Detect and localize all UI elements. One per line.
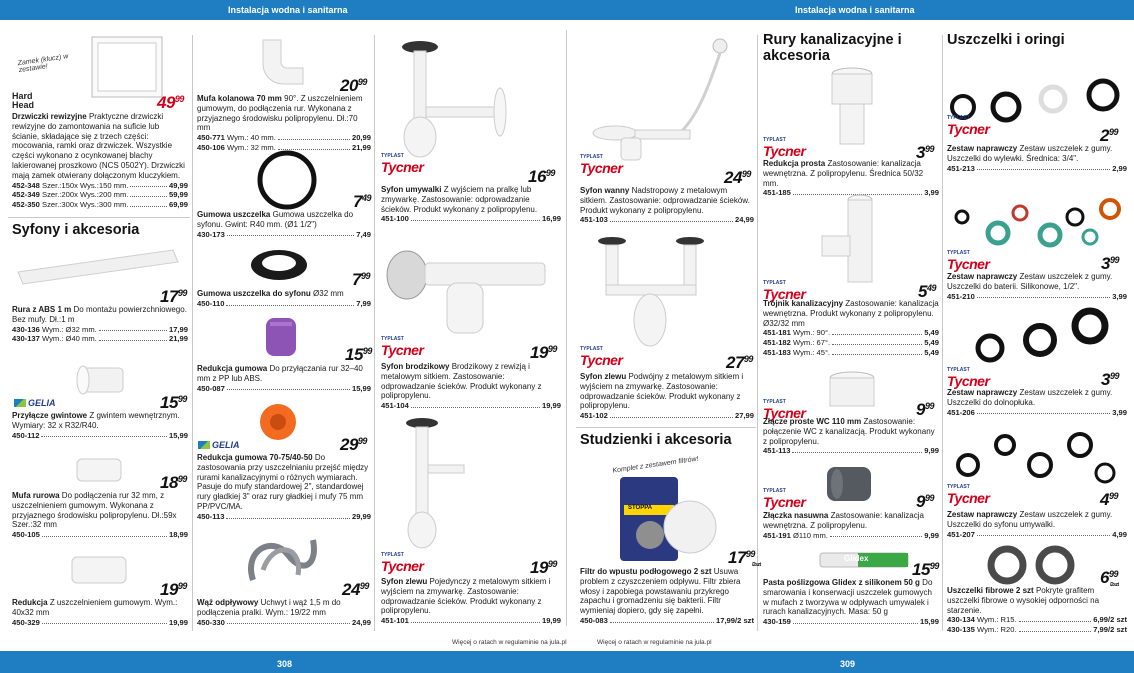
kitchen-siphon-image [400, 415, 470, 555]
footer-bar [0, 651, 1134, 673]
product-syfon-brodzikowy: Syfon brodzikowy Brodzikowy z rewizją i metalowym sitkiem. Zastosowanie: odprowadzanie ścieków. Produkt wykonany z polipropylenu. 451-104 19,99 [381, 362, 561, 411]
installment-note-right: Więcej o ratach w regulaminie na jula.pl [597, 639, 712, 646]
product-redukcja-gumowa: Redukcja gumowa Do przyłączania rur 32–40 mm z PP lub ABS. 450-087 15,99 [197, 364, 371, 393]
purple-reducer-image [258, 316, 308, 358]
section-divider [8, 217, 190, 218]
price-mufa-rurowa: $18^{99}$ [160, 473, 187, 492]
price-zestaw2: $3^{99}$ [1101, 254, 1119, 273]
tycner-logo: TYPLAST Tycner [580, 154, 623, 176]
faucet-gasket-set-image [950, 185, 1125, 245]
section-title-uszczelki: Uszczelki i oringi [947, 32, 1065, 48]
price-redukcja70: $29^{99}$ [340, 435, 367, 454]
price-drzwiczki: $49^{99}$ [157, 93, 184, 112]
package-label: Glidex [844, 554, 869, 563]
tycner-logo: TYPLAST Tycner [763, 399, 806, 421]
fiber-gasket-image [985, 545, 1080, 585]
product-zestaw2: Zestaw naprawczy Zestaw uszczelek z gumy. Uszczelki do baterii. Silikonowe, 1/2". 451-210 3,99 [947, 272, 1127, 301]
tycner-logo: TYPLAST Tycner [580, 346, 623, 368]
product-zestaw1: Zestaw naprawczy Zestaw uszczelek z gumy. Uszczelki do wylewki. Średnica: 3/4". 451-213 2,99 [947, 144, 1127, 173]
section-title-syfony: Syfony i akcesoria [12, 222, 140, 238]
section-title-studzienki: Studzienki i akcesoria [580, 432, 732, 448]
product-filtr: Filtr do wpustu podłogowego 2 szt Usuwa problem z czyszczeniem odpływu. Filtr zbiera włosy i zapobiega powstawaniu przykrego zapachu i gromadzeniu się bakterii. Filtr wymieniaj dopiero, gdy się zapełni. 450-083 17,99/2 szt [580, 567, 754, 625]
hardhead-logo: Hard Head [12, 91, 35, 110]
tycner-logo: TYPLAST Tycner [763, 488, 806, 510]
abs-pipe-image [18, 250, 183, 286]
straight-reducer-image [828, 66, 876, 146]
page-gutter [566, 30, 567, 626]
handwritten-note: Komplet z zestawem filtrów! [612, 455, 699, 475]
bath-siphon-image [585, 38, 735, 163]
product-syfon-wanny: Syfon wanny Nadstropowy z metalowym sitkiem. Zastosowanie: odprowadzanie ścieków. Produkt wykonany z polipropylenu. 451-103 24,99 [580, 186, 754, 225]
product-zestaw4: Zestaw naprawczy Zestaw uszczelek z gumy. Uszczelki do syfonu umywalki. 451-207 4,99 [947, 510, 1127, 539]
price-syfon-umywalki: $16^{99}$ [528, 167, 555, 186]
product-trojnik: Trójnik kanalizacyjny Zastosowanie: kanalizacja wewnętrzna. Produkt wykonany z polipropylenu. Ø32/32 mm 451-181 Wym.: 90°. 5,49 451-182 Wym.: 67°. 5,49 451-183 Wym.: 45°. 5,49 [763, 299, 939, 357]
page-number-left: 308 [277, 659, 293, 669]
tycner-logo: TYPLAST Tycner [381, 336, 424, 358]
pipe-coupling-image [75, 455, 125, 485]
section-divider [576, 427, 756, 428]
price-trojnik: $5^{49}$ [918, 282, 936, 301]
price-gumowa2: $7^{99}$ [352, 270, 370, 289]
product-redukcja70: Redukcja gumowa 70-75/40-50 Do zastosowania przy uszczelnianiu przejść między rurami kanalizacyjnymi o różnych wymiarach. Pasuje do mufy standardowej 2", standardowej rury gładkiej 3" oraz rury gładkiej i mufy 75 mm PP/PVC/MA. 450-113 29,99 [197, 453, 371, 521]
product-pasta: Pasta poślizgowa Glidex z silikonem 50 g Do smarowania i konserwacji uszczelek gumowych w mufach z tworzywa w odpływach umywalek i rurach kanalizacyjnych. Masa: 50 g 430-159 15,99 [763, 578, 939, 627]
product-rura: Rura z ABS 1 m Do montażu powierzchniowego. Bez mufy. Dł.:1 m 430-136 Wym.: Ø32 mm. 17,99 430-137 Wym.: Ø40 mm. 21,99 [12, 305, 188, 344]
tycner-logo: TYPLAST Tycner [763, 280, 806, 302]
price-zlaczka: $9^{99}$ [916, 492, 934, 511]
price-zestaw3: $3^{99}$ [1101, 370, 1119, 389]
price-syfon-zlewu1: $19^{99}$ [530, 558, 557, 577]
tycner-logo: TYPLAST Tycner [947, 484, 990, 506]
price-waz: $24^{99}$ [342, 580, 369, 599]
header-bar [0, 0, 1134, 20]
product-mufa-rurowa: Mufa rurowa Do podłączenia rur 32 mm, z uszczelnieniem gumowym. Wykonana z przyjaznego środowisku polipropylenu. Dł.:59x Szer.:32 mm 450-105 18,99 [12, 491, 188, 540]
product-syfon-umywalki: Syfon umywalki Z wyjściem na pralkę lub zmywarkę. Zastosowanie: odprowadzanie ścieków. Produkt wykonany z polipropylenu. 451-100 16,99 [381, 185, 561, 224]
product-syfon-zlewu2: Syfon zlewu Podwójny z metalowym sitkiem i wyjściem na zmywarkę. Zastosowanie: odprowadzanie ścieków. Produkt wykonany z polipropylenu. 451-102 27,99 [580, 372, 754, 421]
tycner-logo: TYPLAST Tycner [947, 250, 990, 272]
price-przylacze: $15^{99}$ [160, 393, 187, 412]
price-syfon-wanny: $24^{99}$ [724, 168, 751, 187]
product-gumowa1: Gumowa uszczelka Gumowa uszczelka do syfonu. Gwint: R40 mm. (Ø1 1/2") 430-173 7,49 [197, 210, 371, 239]
installment-note-left: Więcej o ratach w regulaminie na jula.pl [452, 639, 567, 646]
price-syfon-brodzikowy: $19^{99}$ [530, 343, 557, 362]
reducer-image [68, 553, 130, 587]
column-divider [374, 35, 375, 631]
shower-siphon-image [385, 245, 555, 340]
section-title-rury: Rury kanalizacyjne i akcesoria [763, 32, 902, 64]
header-title-left: Instalacja wodna i sanitarna [228, 5, 348, 15]
elbow-coupling-image [258, 35, 308, 85]
product-redukcja-prosta: Redukcja prosta Zastosowanie: kanalizacja wewnętrzna. Z polipropylenu. Średnica 50/32 mm. 451-185 3,99 [763, 159, 939, 198]
page-number-right: 309 [840, 659, 856, 669]
price-fibrowe: $6^{99}$ /2szt [1100, 568, 1119, 588]
tycner-logo: TYPLAST Tycner [381, 552, 424, 574]
access-panel-image [92, 37, 162, 99]
threaded-fitting-image [75, 360, 130, 400]
column-divider [192, 35, 193, 631]
drain-filter-image [620, 477, 715, 565]
price-rura: $17^{99}$ [160, 287, 187, 306]
price-zlacze-wc: $9^{99}$ [916, 400, 934, 419]
product-zlacze-wc: Złącze proste WC 110 mm Zastosowanie: połączenie WC z kanalizacją. Produkt wykonany z polipropylenu. 451-113 9,99 [763, 417, 939, 456]
gelia-logo: GELIA [14, 398, 56, 408]
price-pasta: $15^{99}$ [912, 560, 939, 579]
price-redukcja-prosta: $3^{99}$ [916, 143, 934, 162]
slip-coupling-image [825, 463, 873, 505]
price-zestaw4: $4^{99}$ [1100, 490, 1118, 509]
price-syfon-zlewu2: $27^{99}$ [726, 353, 753, 372]
double-sink-siphon-image [590, 235, 720, 355]
product-przylacze: Przyłącze gwintowe Z gwintem wewnętrznym. Wymiary: 32 x R32/R40. 450-112 15,99 [12, 411, 188, 440]
product-zestaw3: Zestaw naprawczy Zestaw uszczelek z gumy. Uszczelki do dolnopłuka. 451-206 3,99 [947, 388, 1127, 417]
siphon-gasket-image [248, 245, 310, 285]
tycner-logo: TYPLAST Tycner [763, 137, 806, 159]
price-zestaw1: $2^{99}$ [1100, 126, 1118, 145]
product-fibrowe: Uszczelki fibrowe 2 szt Pokryte grafitem uszczelki fibrowe o wysokiej odporności na starzenie. 430-134 Wym.: R15. 6,99/2 szt 430-135 Wym.: R20. 7,99/2 szt [947, 586, 1127, 635]
handwritten-note: Zamek (klucz) w zestawie! [17, 53, 69, 75]
product-mufa-kolanowa: Mufa kolanowa 70 mm 90°. Z uszczelnieniem gumowym, do podłączenia rur. Wykonana z przyjaznego środowisku polipropylenu. Dł.:70 mm 450-771 Wym.: 40 mm. 20,99 450-106 Wym.: 32 mm. 21,99 [197, 94, 371, 152]
column-divider [757, 35, 758, 631]
price-gumowa1: $7^{49}$ [353, 192, 371, 211]
tee-fitting-image [820, 192, 885, 287]
wc-connector-image [825, 370, 880, 412]
drain-hose-image [243, 530, 323, 588]
flush-valve-gasket-image [950, 308, 1125, 363]
siphon-gasket-set-image [950, 425, 1125, 485]
product-syfon-zlewu1: Syfon zlewu Pojedynczy z metalowym sitkiem i wyjściem na zmywarkę. Zastosowanie: odprowadzanie ścieków. Produkt wykonany z polipropylenu. 451-101 19,99 [381, 577, 561, 626]
header-title-right: Instalacja wodna i sanitarna [795, 5, 915, 15]
product-zlaczka: Złączka nasuwna Zastosowanie: kanalizacja wewnętrzna. Z polipropylenu. 451-191 Ø110 mm. 9,99 [763, 511, 939, 540]
price-mufa-kolanowa: $20^{99}$ [340, 76, 367, 95]
tycner-logo: TYPLAST Tycner [947, 115, 990, 137]
orange-reducer-image [258, 402, 298, 442]
product-waz: Wąż odpływowy Uchwyt i wąż 1,5 m do podłączenia pralki. Wym.: 19/22 mm 450-330 24,99 [197, 598, 371, 627]
product-gumowa2: Gumowa uszczelka do syfonu Ø32 mm 450-110 7,99 [197, 289, 371, 308]
gelia-logo: GELIA [198, 440, 240, 450]
sink-siphon-image [390, 37, 520, 167]
price-filtr: $17^{99}$ /2szt [728, 548, 761, 568]
tycner-logo: TYPLAST Tycner [947, 367, 990, 389]
column-divider [942, 35, 943, 631]
rubber-gasket-image [255, 150, 319, 214]
price-redukcja: $19^{99}$ [160, 580, 187, 599]
product-redukcja: Redukcja Z uszczelnieniem gumowym. Wym.: 40x32 mm 450-329 19,99 [12, 598, 188, 627]
product-drzwiczki: Drzwiczki rewizyjne Praktyczne drzwiczki rewizyjne do zamontowania na suficie lub ścianie, składające się z trzech części: mocowania, ramki oraz drzwiczek. Wszystkie części wykonano z ocynkowanej blachy lakierowanej proszkowo (NCS 0502Y). Drzwiczki mają zamek otwierany dołączonym kluczykiem. 452-348 Szer.:150x Wys.:150 mm. 49,99 452-349 Szer.:200x Wys.:200 mm. 59,99 452-350 Szer.:300x Wys.:300 mm. 69,99 [12, 112, 188, 210]
package-label: STOPPA [628, 505, 653, 511]
price-redukcja-gumowa: $15^{99}$ [345, 345, 372, 364]
tycner-logo: TYPLAST Tycner [381, 153, 424, 175]
